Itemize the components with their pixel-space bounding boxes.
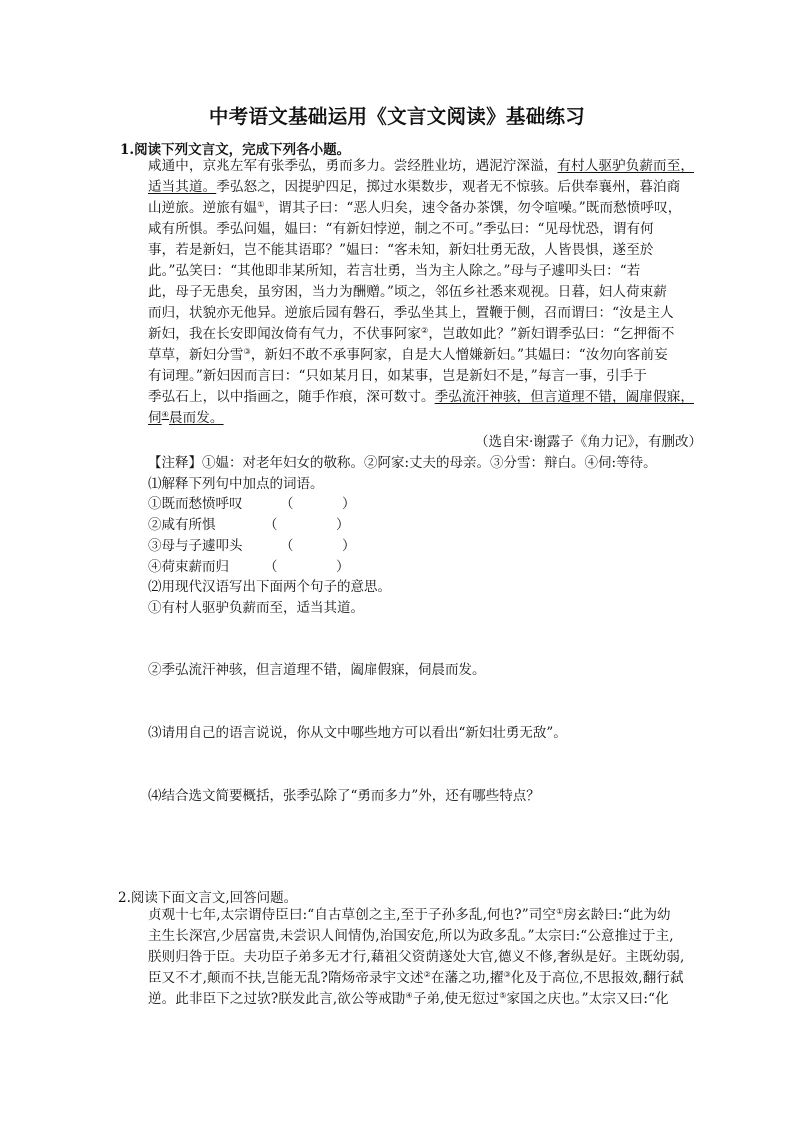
underlined-sentence: 伺 xyxy=(148,410,162,426)
page-title: 中考语文基础运用《文言文阅读》基础练习 xyxy=(208,105,586,128)
annotation-notes: 【注释】①媪：对老年妇女的敬称。②阿家:丈夫的母亲。③分雪：辩白。④伺:等待。 xyxy=(148,455,657,471)
question-1-heading: 1.阅读下列文言文，完成下列各小题。 xyxy=(120,142,351,158)
footnote-marker: ④ xyxy=(405,991,413,1000)
word-item: ②咸有所惧 xyxy=(148,517,216,533)
answer-blank-close: ） xyxy=(336,517,350,533)
passage-line: 咸通中，京兆左军有张季弘，勇而多力。尝经胜业坊，遇泥泞深溢，有村人驱驴负薪而至， xyxy=(148,158,694,174)
answer-blank-open: （ xyxy=(264,517,278,533)
footnote-marker: ① xyxy=(556,907,564,916)
passage-line: 事，若是新妇，岂不能其语耶？”媪曰：“客未知，新妇壮勇无敌，人皆畏惧，遂至於 xyxy=(148,242,654,258)
passage-line: 草草，新妇分雪③，新妇不敢不承事阿家，自是大人憎嫌新妇。”其媪曰：“汝勿向客前妄 xyxy=(148,347,668,363)
translate-sentence: ②季弘流汗神骇，但言道理不错，阖扉假寐，伺晨而发。 xyxy=(148,662,486,678)
footnote-marker: ③ xyxy=(503,970,511,979)
answer-blank-open: （ xyxy=(280,538,294,554)
source-citation: （选自宋·谢露子《角力记》，有删改） xyxy=(474,434,702,450)
passage-line: 贞观十七年,太宗谓侍臣曰:“自古草创之主,至于子孙多乱,何也?”司空①房玄龄曰:“此为幼 xyxy=(148,907,671,923)
answer-blank-close: ） xyxy=(342,496,356,512)
footnote-marker: ③ xyxy=(243,347,251,356)
passage-line: 山逆旅。逆旅有媪①，谓其子曰：“恶人归矣，速令备办茶馔，勿令喧噪。”既而愁愤呼叹， xyxy=(148,200,682,216)
passage-line: 此，母子无患矣，虽穷困，当力为酬赠。”顷之，邻伍乡社悉来观视。日暮，妇人荷束薪 xyxy=(148,284,668,300)
underlined-sentence: 适当其道。 xyxy=(148,179,217,195)
passage-line: 臣又不才,颠而不扶,岂能无乱?隋炀帝录宇文述②在藩之功,擢③化及于高位,不思报效,翻行弑 xyxy=(148,970,684,986)
sub-question-1: ⑴解释下列句中加点的词语。 xyxy=(148,476,324,492)
answer-blank-close: ） xyxy=(336,559,350,575)
passage-line: 此。”弘笑曰：“其他即非某所知，若言壮勇，当为主人除之。”母与子遽叩头曰：“若 xyxy=(148,263,641,279)
word-item: ①既而愁愤呼叹 xyxy=(148,496,243,512)
footnote-marker: ② xyxy=(421,326,429,335)
passage-line: 季弘石上，以中指画之，随手作痕，深可数寸。季弘流汗神骇，但言道理不错，阖扉假寐， xyxy=(148,389,695,405)
passage-line: 咸有所惧。季弘问媪，媪曰：“有新妇悖逆，制之不可。”季弘曰：“见母忧恐，谓有何 xyxy=(148,221,654,237)
passage-line: 伺④晨而发。 xyxy=(148,410,224,426)
word-item: ③母与子遽叩头 xyxy=(148,538,243,554)
word-item: ④荷束薪而归 xyxy=(148,559,229,575)
passage-line: 有词理。”新妇因而言曰：“只如某月日，如某事，岂是新妇不是，”每言一事，引手于 xyxy=(148,368,648,384)
answer-blank-open: （ xyxy=(280,496,294,512)
question-2-heading: 2.阅读下面文言文,回答问题。 xyxy=(118,890,298,906)
sub-question-4: ⑷结合选文简要概括，张季弘除了“勇而多力”外，还有哪些特点？ xyxy=(148,788,540,804)
footnote-marker: ① xyxy=(257,200,265,209)
passage-line: 而归，状貌亦无他异。逆旅后园有磐石，季弘坐其上，置鞭于侧，召而谓曰：“汝是主人 xyxy=(148,305,674,321)
sub-question-3: ⑶请用自己的语言说说，你从文中哪些地方可以看出“新妇壮勇无敌”。 xyxy=(148,725,567,741)
footnote-marker: ⑤ xyxy=(499,991,507,1000)
passage-line: 适当其道。季弘怒之，因提驴四足，掷过水渠数步，观者无不惊骇。后供奉襄州，暮泊商 xyxy=(148,179,681,195)
translate-sentence: ①有村人驱驴负薪而至，适当其道。 xyxy=(148,600,364,616)
underlined-sentence: 季弘流汗神骇，但言道理不错，阖扉假寐， xyxy=(434,389,695,405)
underlined-sentence: 有村人驱驴负薪而至， xyxy=(557,158,694,174)
footnote-marker: ② xyxy=(423,970,431,979)
passage-line: 朕则归咎于臣。夫功臣子弟多无才行,藉祖父资荫遂处大官,德义不修,奢纵是好。主既幼弱, xyxy=(148,949,685,965)
passage-line: 逆。此非臣下之过欤?朕发此言,欲公等戒勖④子弟,使无愆过⑤家国之庆也。”太宗又曰:“化 xyxy=(148,991,669,1007)
footnote-marker: ④ xyxy=(161,410,169,419)
passage-line: 主生长深宫,少居富贵,未尝识人间情伪,治国安危,所以为政多乱。”太宗曰:“公意推过于主, xyxy=(148,928,674,944)
passage-line: 新妇，我在长安即闻汝倚有气力，不伏事阿家②，岂敢如此？”新妇谓季弘曰：“乞押衙不 xyxy=(148,326,675,342)
answer-blank-close: ） xyxy=(342,538,356,554)
answer-blank-open: （ xyxy=(264,559,278,575)
sub-question-2: ⑵用现代汉语写出下面两个句子的意思。 xyxy=(148,579,391,595)
